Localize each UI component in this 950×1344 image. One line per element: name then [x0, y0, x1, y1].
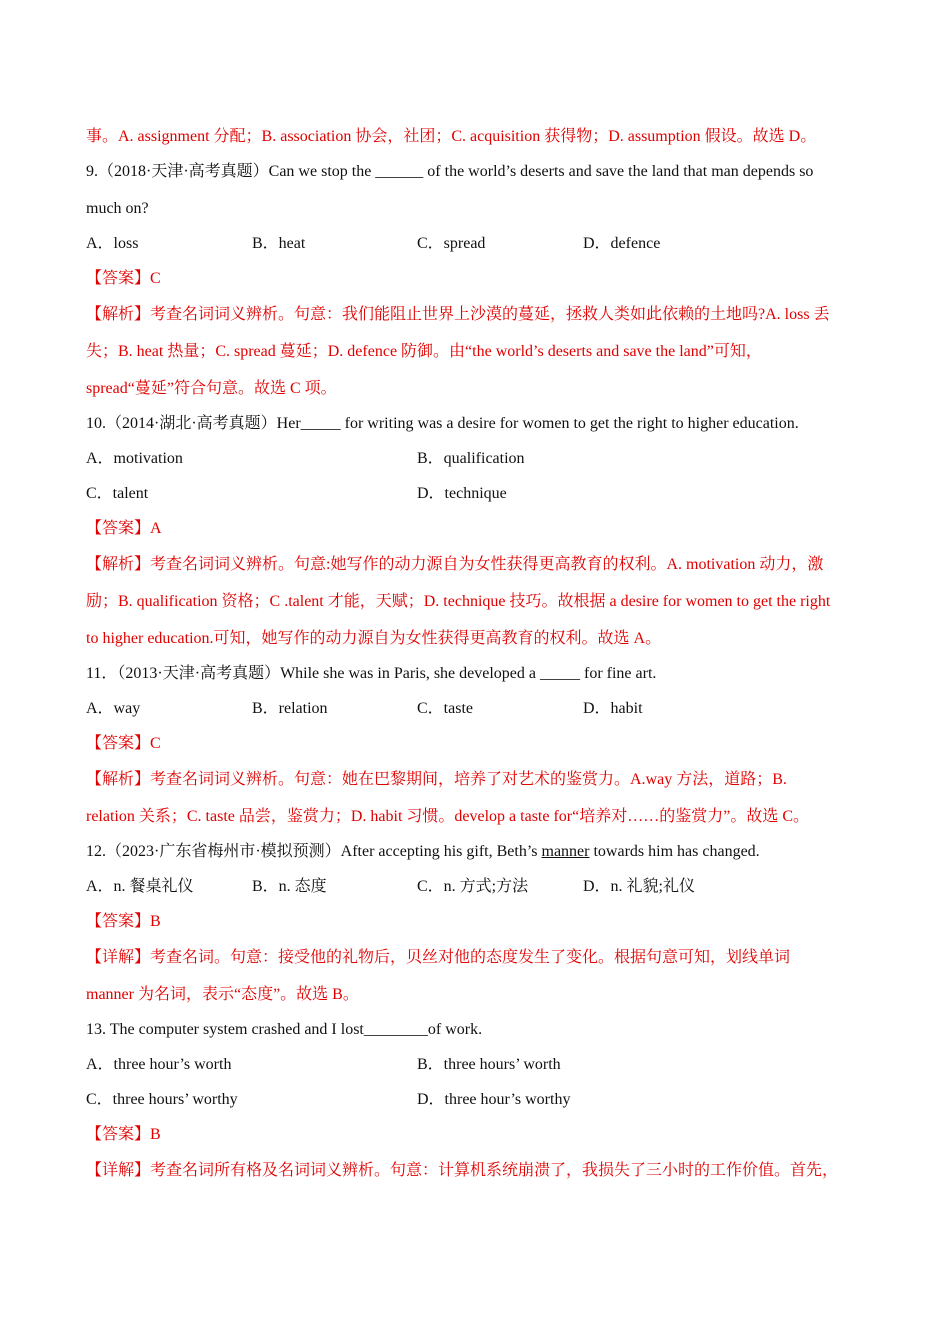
- explanation-line: 失；B. heat 热量；C. spread 蔓延；D. defence 防御。由“the world’s deserts and save the land”可知，: [86, 343, 762, 360]
- question-12-text-after: towards him has changed.: [589, 843, 760, 860]
- explanation-line: 【详解】考查名词所有格及名词词义辨析。句意：计算机系统崩溃了，我损失了三小时的工作价值。首先，: [86, 1162, 839, 1179]
- explanation-line: 【解析】考查名词词义辨析。句意：她在巴黎期间，培养了对艺术的鉴赏力。A.way 方法，道路；B.: [86, 771, 787, 788]
- option-d: D．technique: [417, 485, 507, 502]
- explanation-line: spread“蔓延”符合句意。故选 C 项。: [86, 380, 337, 397]
- answer-label: 【答案】A: [86, 520, 162, 537]
- explanation-line: 【解析】考查名词词义辨析。句意:她写作的动力源自为女性获得更高教育的权利。A. motivation 动力，激: [86, 556, 824, 573]
- question-12-text-before: 12.（2023·广东省梅州市·模拟预测）After accepting his gift, Beth’s: [86, 843, 542, 860]
- option-b: B．qualification: [417, 450, 525, 467]
- option-a: A．three hour’s worth: [86, 1056, 232, 1073]
- option-d: D．defence: [583, 235, 661, 252]
- explanation-line: 事。A. assignment 分配；B. association 协会，社团；C. acquisition 获得物；D. assumption 假设。故选 D。: [86, 128, 817, 145]
- answer-label: 【答案】B: [86, 913, 161, 930]
- option-d: D．n. 礼貌;礼仪: [583, 878, 696, 895]
- question-11-stem: 11．（2013·天津·高考真题）While she was in Paris, she developed a _____ for fine art.: [86, 665, 657, 682]
- question-9-stem: 9.（2018·天津·高考真题）Can we stop the ______ of the world’s deserts and save the land that man depends so: [86, 163, 814, 180]
- option-b: B．three hours’ worth: [417, 1056, 561, 1073]
- question-13-options-row1: [86, 1055, 870, 1075]
- question-13-stem: 13. The computer system crashed and I lost________of work.: [86, 1021, 483, 1038]
- question-10-options-row1: [86, 449, 870, 469]
- option-c: C．n. 方式;方法: [417, 878, 529, 895]
- option-b: B．n. 态度: [252, 878, 327, 895]
- question-12-options: [86, 877, 870, 897]
- option-b: B．relation: [252, 700, 328, 717]
- option-b: B．heat: [252, 235, 306, 252]
- question-11-options: [86, 699, 870, 719]
- question-12-stem: [86, 842, 870, 862]
- option-c: C．talent: [86, 485, 149, 502]
- answer-label: 【答案】C: [86, 270, 161, 287]
- question-10-stem: 10.（2014·湖北·高考真题）Her_____ for writing was a desire for women to get the right to higher education.: [86, 415, 799, 432]
- option-c: C．taste: [417, 700, 473, 717]
- option-d: D．three hour’s worthy: [417, 1091, 571, 1108]
- explanation-line: manner 为名词，表示“态度”。故选 B。: [86, 986, 359, 1003]
- explanation-line: to higher education.可知，她写作的动力源自为女性获得更高教育的权利。故选 A。: [86, 630, 662, 647]
- option-d: D．habit: [583, 700, 643, 717]
- explanation-line: 【详解】考查名词。句意：接受他的礼物后，贝丝对他的态度发生了变化。根据句意可知，划线单词: [86, 949, 791, 966]
- option-a: A．n. 餐桌礼仪: [86, 878, 194, 895]
- question-10-options-row2: [86, 484, 870, 504]
- explanation-line: relation 关系；C. taste 品尝，鉴赏力；D. habit 习惯。develop a taste for“培养对……的鉴赏力”。故选 C。: [86, 808, 810, 825]
- underlined-word: manner: [541, 843, 590, 860]
- explanation-line: 【解析】考查名词词义辨析。句意：我们能阻止世界上沙漠的蔓延，拯救人类如此依赖的土地吗?A. loss 丢: [86, 306, 830, 323]
- explanation-line: 励；B. qualification 资格；C .talent 才能，天赋；D. technique 技巧。故根据 a desire for women to get the right: [86, 593, 831, 610]
- question-13-options-row2: [86, 1090, 870, 1110]
- option-a: A．loss: [86, 235, 139, 252]
- option-a: A．way: [86, 700, 141, 717]
- option-c: C．spread: [417, 235, 486, 252]
- option-a: A．motivation: [86, 450, 183, 467]
- answer-label: 【答案】C: [86, 735, 161, 752]
- question-9-stem-continued: much on?: [86, 200, 149, 217]
- question-9-options: [86, 234, 870, 254]
- answer-label: 【答案】B: [86, 1126, 161, 1143]
- option-c: C．three hours’ worthy: [86, 1091, 238, 1108]
